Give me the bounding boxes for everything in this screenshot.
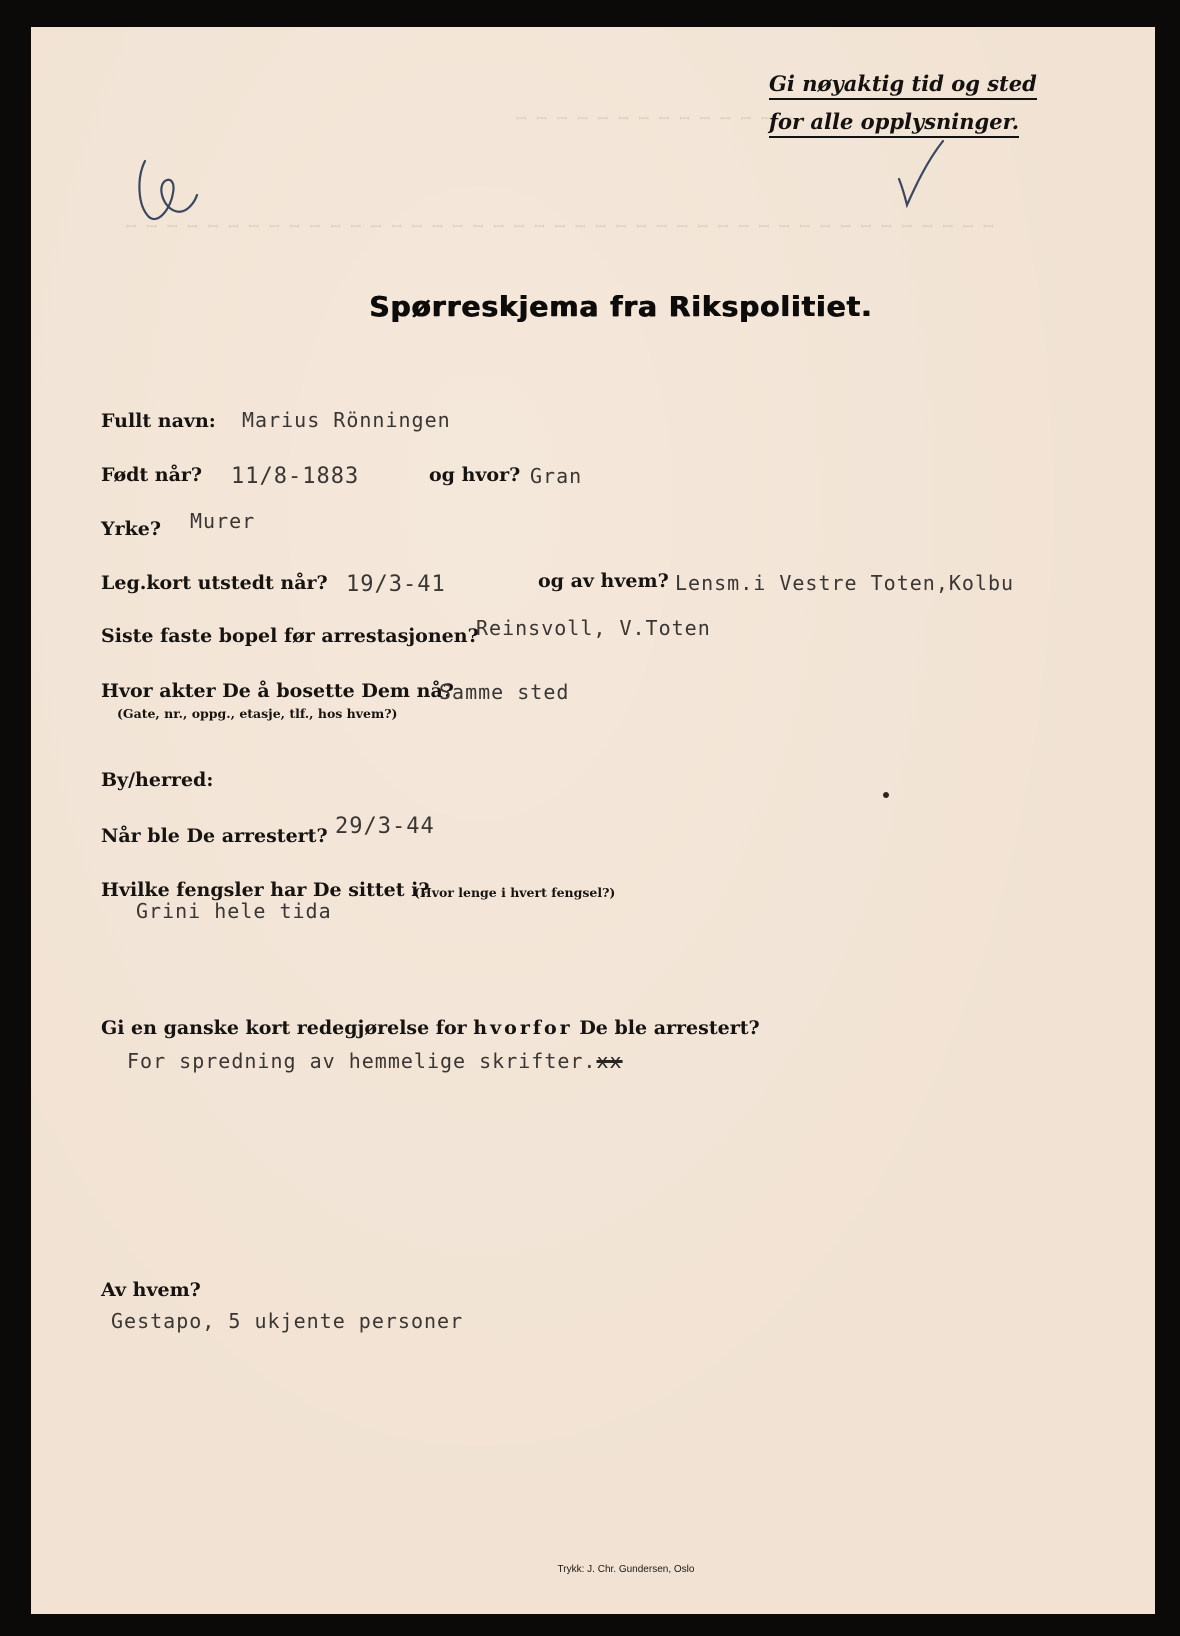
notice-line-1: Gi nøyaktig tid og sted bbox=[769, 71, 1037, 100]
reason-label-prefix: Gi en ganske kort redegjørelse for bbox=[101, 1017, 467, 1039]
check-mark-icon bbox=[893, 137, 953, 217]
full-name-value: Marius Rönningen bbox=[242, 408, 451, 432]
reason-value bbox=[127, 1049, 623, 1073]
bleed-through-text: ꟷ ꟷ ꟷ ꟷ ꟷ ꟷ ꟷ ꟷ ꟷ ꟷ ꟷ ꟷ ꟷ ꟷ bbox=[516, 112, 793, 127]
legcard-when-label: Leg.kort utstedt når? bbox=[101, 572, 328, 594]
prisons-value: Grini hele tida bbox=[136, 899, 332, 923]
settle-where-label: Hvor akter De å bosette Dem nå? bbox=[101, 680, 454, 702]
reason-text: For spredning av hemmelige skrifter. bbox=[127, 1049, 597, 1073]
reason-label bbox=[101, 1017, 760, 1039]
reason-label-emphasis: hvorfor bbox=[473, 1017, 573, 1039]
born-when-label: Født når? bbox=[101, 464, 203, 486]
ink-dot bbox=[883, 792, 889, 798]
settle-where-hint: (Gate, nr., oppg., etasje, tlf., hos hvem?) bbox=[117, 706, 398, 721]
notice-line-2: for alle opplysninger. bbox=[769, 109, 1019, 138]
occupation-label: Yrke? bbox=[101, 518, 161, 540]
born-when-value: 11/8-1883 bbox=[231, 464, 360, 489]
reason-strikeout: xx bbox=[596, 1049, 623, 1073]
by-whom-value: Gestapo, 5 ukjente personer bbox=[111, 1309, 464, 1333]
prisons-hint: (Hvor lenge i hvert fengsel?) bbox=[414, 885, 616, 900]
prisons-label: Hvilke fengsler har De sittet i? bbox=[101, 879, 430, 901]
arrested-when-value: 29/3-44 bbox=[335, 814, 435, 839]
by-whom-label: Av hvem? bbox=[101, 1279, 201, 1301]
occupation-value: Murer bbox=[190, 509, 256, 533]
legcard-when-value: 19/3-41 bbox=[346, 572, 446, 597]
printer-credit: Trykk: J. Chr. Gundersen, Oslo bbox=[557, 1564, 695, 1575]
municipality-label: By/herred: bbox=[101, 769, 214, 791]
form-title: Spørreskjema fra Rikspolitiet. bbox=[369, 290, 873, 323]
legcard-by-label: og av hvem? bbox=[538, 570, 669, 592]
bleed-through-text: ꟷ ꟷ ꟷ ꟷ ꟷ ꟷ ꟷ ꟷ ꟷ ꟷ ꟷ ꟷ ꟷ ꟷ ꟷ ꟷ ꟷ ꟷ ꟷ ꟷ ꟷ ꟷ ꟷ ꟷ ꟷ ꟷ ꟷ ꟷ ꟷ ꟷ ꟷ ꟷ ꟷ ꟷ ꟷ ꟷ ꟷ ꟷ ꟷ ꟷ ꟷ ꟷ ꟷ bbox=[126, 220, 995, 235]
reason-label-suffix: De ble arrestert? bbox=[579, 1017, 760, 1039]
last-address-value: Reinsvoll, V.Toten bbox=[476, 616, 711, 640]
full-name-label: Fullt navn: bbox=[101, 410, 216, 432]
born-where-label: og hvor? bbox=[429, 464, 521, 486]
legcard-by-value: Lensm.i Vestre Toten,Kolbu bbox=[675, 571, 1015, 595]
handwritten-mark-icon bbox=[131, 157, 211, 227]
born-where-value: Gran bbox=[530, 464, 583, 488]
settle-where-value: Samme sted bbox=[439, 680, 570, 704]
arrested-when-label: Når ble De arrestert? bbox=[101, 825, 328, 847]
form-page bbox=[31, 27, 1155, 1614]
last-address-label: Siste faste bopel før arrestasjonen? bbox=[101, 625, 479, 647]
